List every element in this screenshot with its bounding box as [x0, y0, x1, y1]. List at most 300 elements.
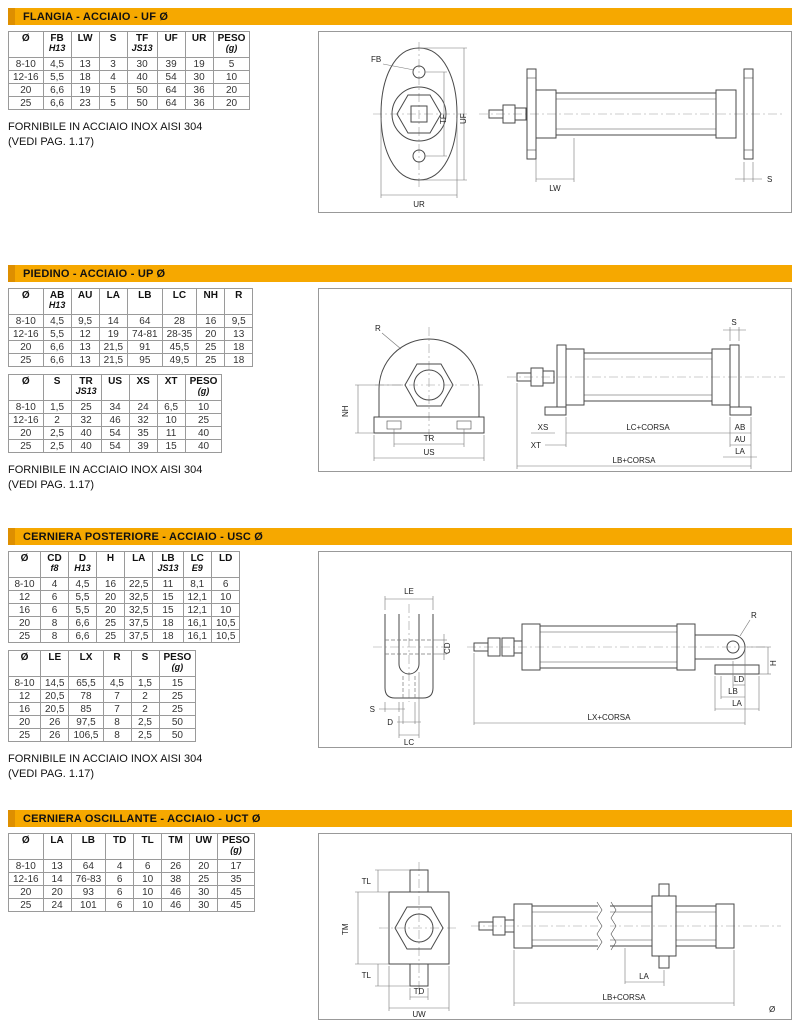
- column-header: LA: [125, 552, 153, 578]
- table-cell: 23: [71, 97, 99, 110]
- table-cell: 30: [185, 71, 213, 84]
- table-cell: 5: [99, 97, 127, 110]
- table-cell: 2,5: [43, 427, 71, 440]
- dim-label-uw: UW: [412, 1010, 426, 1019]
- cerniera-posteriore-technical-drawing: [319, 552, 791, 747]
- column-header: UR: [185, 32, 213, 58]
- column-header: LA: [43, 834, 71, 860]
- table-cell: 8-10: [9, 578, 41, 591]
- table-cell: 8: [41, 617, 69, 630]
- column-header: R: [103, 651, 131, 677]
- table-cell: 8: [103, 716, 131, 729]
- table-cell: 32,5: [125, 604, 153, 617]
- table-cell: 4,5: [69, 578, 97, 591]
- table-cell: 16: [9, 604, 41, 617]
- table-cell: 4: [41, 578, 69, 591]
- header-row: [9, 289, 253, 315]
- table-cell: 19: [185, 58, 213, 71]
- table-cell: 13: [71, 341, 99, 354]
- table-cell: 6: [211, 578, 239, 591]
- cerniera-oscillante-technical-drawing: [319, 834, 791, 1019]
- table-cell: 85: [69, 703, 103, 716]
- table-cell: 30: [127, 58, 157, 71]
- dim-label-lb-corsa: LB+CORSA: [602, 993, 646, 1002]
- dim-label-la: LA: [735, 447, 745, 456]
- table-cell: 93: [71, 886, 106, 899]
- table-cell: 10: [157, 414, 185, 427]
- column-header: PESO (g): [159, 651, 196, 677]
- dim-label-ur: UR: [413, 200, 425, 209]
- table-cell: 46: [162, 899, 190, 912]
- table-cell: 25: [159, 703, 196, 716]
- table-row: [9, 315, 253, 328]
- header-accent-notch: [8, 810, 15, 827]
- table-cell: 6: [106, 899, 134, 912]
- table-cell: 49,5: [162, 354, 197, 367]
- table-cell: 12-16: [9, 873, 44, 886]
- table-cell: 20: [197, 328, 225, 341]
- piedino-spec-table-1: [8, 288, 253, 367]
- piedino-spec-table-2: [8, 374, 222, 453]
- table-cell: 25: [9, 97, 44, 110]
- drawing-box-piedino: [318, 288, 792, 472]
- dim-label-lc: LC: [403, 738, 415, 747]
- table-cell: 12: [9, 690, 41, 703]
- table-cell: 16,1: [183, 617, 211, 630]
- table-cell: 18: [71, 71, 99, 84]
- table-cell: 6: [134, 860, 162, 873]
- dim-label-uf: UF: [459, 113, 468, 124]
- table-cell: 11: [157, 427, 185, 440]
- table-cell: 9,5: [225, 315, 253, 328]
- table-cell: 38: [162, 873, 190, 886]
- table-cell: 25: [9, 440, 44, 453]
- table-cell: 6,6: [43, 97, 71, 110]
- table-cell: 5,5: [69, 591, 97, 604]
- table-row: [9, 677, 196, 690]
- column-header: LX: [69, 651, 103, 677]
- table-cell: 35: [129, 427, 157, 440]
- table-row: [9, 97, 250, 110]
- dim-label-au: AU: [734, 435, 746, 444]
- table-cell: 28: [162, 315, 197, 328]
- table-row: [9, 84, 250, 97]
- column-header: TF JS13: [127, 32, 157, 58]
- table-cell: 10: [185, 401, 222, 414]
- dim-label-tf: TF: [439, 114, 448, 124]
- drawing-box-cerniera-posteriore: [318, 551, 792, 748]
- column-header: NH: [197, 289, 225, 315]
- section-title: CERNIERA POSTERIORE - ACCIAIO - USC Ø: [23, 530, 264, 543]
- table-cell: 64: [157, 84, 185, 97]
- table-cell: 32,5: [125, 591, 153, 604]
- table-cell: 35: [218, 873, 255, 886]
- column-header: LC E9: [183, 552, 211, 578]
- table-cell: 20: [190, 860, 218, 873]
- table-cell: 18: [153, 617, 183, 630]
- table-cell: 78: [69, 690, 103, 703]
- table-cell: 6: [106, 873, 134, 886]
- table-cell: 6,6: [43, 354, 71, 367]
- inox-note: [8, 463, 318, 493]
- table-row: [9, 703, 196, 716]
- table-cell: 8: [41, 630, 69, 643]
- column-header: PESO (g): [213, 32, 250, 58]
- table-cell: 32: [129, 414, 157, 427]
- column-header: D H13: [69, 552, 97, 578]
- table-cell: 45,5: [162, 341, 197, 354]
- header-accent-notch: [8, 8, 15, 25]
- table-cell: 4,5: [103, 677, 131, 690]
- table-row: [9, 617, 240, 630]
- table-cell: 8,1: [183, 578, 211, 591]
- table-row: [9, 341, 253, 354]
- table-cell: 12: [71, 328, 99, 341]
- table-cell: 3: [99, 58, 127, 71]
- table-cell: 54: [101, 427, 129, 440]
- section-flangia: [8, 8, 792, 213]
- dim-label-h: H: [769, 660, 778, 666]
- table-cell: 10: [211, 604, 239, 617]
- header-row: [9, 32, 250, 58]
- column-header: S: [131, 651, 159, 677]
- table-cell: 25: [185, 414, 222, 427]
- table-cell: 4: [99, 71, 127, 84]
- table-cell: 12: [9, 591, 41, 604]
- drawing-box-flangia: [318, 31, 792, 213]
- table-cell: 10: [211, 591, 239, 604]
- table-cell: 25: [71, 401, 101, 414]
- table-cell: 50: [159, 729, 196, 742]
- cerniera-posteriore-spec-table-2: [8, 650, 196, 742]
- piedino-technical-drawing: [319, 289, 791, 471]
- table-cell: 5,5: [43, 71, 71, 84]
- table-cell: 8: [103, 729, 131, 742]
- table-cell: 25: [97, 630, 125, 643]
- table-cell: 54: [101, 440, 129, 453]
- table-cell: 30: [190, 886, 218, 899]
- column-header: PESO (g): [218, 834, 255, 860]
- table-cell: 20: [9, 84, 44, 97]
- table-cell: 17: [218, 860, 255, 873]
- header-row: [9, 552, 240, 578]
- table-cell: 16,1: [183, 630, 211, 643]
- table-cell: 26: [41, 729, 69, 742]
- table-row: [9, 578, 240, 591]
- column-header: TR JS13: [71, 375, 101, 401]
- table-cell: 101: [71, 899, 106, 912]
- section-cerniera-posteriore: [8, 528, 792, 782]
- table-cell: 5: [99, 84, 127, 97]
- table-cell: 1,5: [43, 401, 71, 414]
- table-cell: 97,5: [69, 716, 103, 729]
- dim-label-tl-top: TL: [361, 877, 371, 886]
- table-cell: 18: [225, 354, 253, 367]
- dim-label-s: S: [369, 705, 375, 714]
- table-cell: 6: [41, 591, 69, 604]
- table-row: [9, 427, 222, 440]
- table-cell: 25: [97, 617, 125, 630]
- table-cell: 10,5: [211, 630, 239, 643]
- table-cell: 2: [131, 690, 159, 703]
- column-header: TM: [162, 834, 190, 860]
- table-cell: 8-10: [9, 677, 41, 690]
- note-line: (VEDI PAG. 1.17): [8, 135, 94, 148]
- table-cell: 6: [41, 604, 69, 617]
- cerniera-posteriore-spec-table-1: [8, 551, 240, 643]
- table-cell: 8-10: [9, 401, 44, 414]
- table-cell: 40: [185, 427, 222, 440]
- table-cell: 9,5: [71, 315, 99, 328]
- table-cell: 20: [9, 886, 44, 899]
- flangia-technical-drawing: [319, 32, 791, 212]
- header-row: [9, 375, 222, 401]
- table-row: [9, 71, 250, 84]
- inox-note: [8, 752, 318, 782]
- dim-label-lx-corsa: LX+CORSA: [587, 713, 631, 722]
- section-header-bar: [8, 528, 792, 545]
- dim-label-la: LA: [639, 972, 649, 981]
- table-cell: 20,5: [41, 703, 69, 716]
- note-line: FORNIBILE IN ACCIAIO INOX AISI 304: [8, 753, 203, 765]
- column-header: H: [97, 552, 125, 578]
- table-cell: 76-83: [71, 873, 106, 886]
- table-cell: 6,6: [69, 617, 97, 630]
- table-cell: 10,5: [211, 617, 239, 630]
- table-cell: 14: [43, 873, 71, 886]
- table-cell: 25: [9, 630, 41, 643]
- dim-label-s: S: [731, 318, 737, 327]
- dim-label-r: R: [751, 611, 757, 620]
- inox-note: [8, 120, 318, 150]
- table-cell: 30: [190, 899, 218, 912]
- table-cell: 5,5: [69, 604, 97, 617]
- section-title: FLANGIA - ACCIAIO - UF Ø: [23, 10, 169, 23]
- column-header: Ø: [9, 651, 41, 677]
- table-cell: 36: [185, 84, 213, 97]
- table-cell: 13: [71, 354, 99, 367]
- dim-label-cd: CD: [443, 642, 452, 654]
- table-cell: 50: [159, 716, 196, 729]
- dim-label-nh: NH: [341, 405, 350, 417]
- note-line: (VEDI PAG. 1.17): [8, 767, 94, 780]
- table-cell: 12-16: [9, 414, 44, 427]
- table-row: [9, 440, 222, 453]
- column-header: AB H13: [43, 289, 71, 315]
- table-cell: 16: [197, 315, 225, 328]
- table-cell: 45: [218, 899, 255, 912]
- table-cell: 24: [43, 899, 71, 912]
- table-cell: 2,5: [43, 440, 71, 453]
- table-row: [9, 716, 196, 729]
- table-cell: 22,5: [125, 578, 153, 591]
- table-cell: 4,5: [43, 315, 71, 328]
- header-row: [9, 834, 255, 860]
- header-row: [9, 651, 196, 677]
- dim-label-s: S: [767, 175, 773, 184]
- table-cell: 37,5: [125, 617, 153, 630]
- table-cell: 12-16: [9, 328, 44, 341]
- table-cell: 91: [128, 341, 163, 354]
- table-cell: 24: [129, 401, 157, 414]
- table-cell: 46: [162, 886, 190, 899]
- column-header: PESO (g): [185, 375, 222, 401]
- cerniera-oscillante-spec-table: [8, 833, 255, 912]
- table-cell: 20: [97, 604, 125, 617]
- column-header: LW: [71, 32, 99, 58]
- column-header: CD f8: [41, 552, 69, 578]
- table-cell: 2,5: [131, 716, 159, 729]
- table-cell: 19: [71, 84, 99, 97]
- header-accent-notch: [8, 528, 15, 545]
- table-cell: 106,5: [69, 729, 103, 742]
- dim-label-d: D: [387, 718, 393, 727]
- section-cerniera-oscillante: [8, 810, 792, 1020]
- table-cell: 95: [128, 354, 163, 367]
- column-header: LC: [162, 289, 197, 315]
- table-cell: 39: [129, 440, 157, 453]
- column-header: UF: [157, 32, 185, 58]
- table-cell: 6,6: [43, 84, 71, 97]
- table-row: [9, 58, 250, 71]
- table-cell: 34: [101, 401, 129, 414]
- dim-label-ld: LD: [733, 675, 745, 684]
- table-row: [9, 899, 255, 912]
- table-cell: 7: [103, 703, 131, 716]
- dim-label-la: LA: [732, 699, 742, 708]
- column-header: TD: [106, 834, 134, 860]
- dim-label-lb: LB: [728, 687, 738, 696]
- table-cell: 11: [153, 578, 183, 591]
- table-row: [9, 401, 222, 414]
- table-cell: 20: [9, 341, 44, 354]
- dim-label-lc-corsa: LC+CORSA: [626, 423, 670, 432]
- column-header: FB H13: [43, 32, 71, 58]
- table-cell: 12,1: [183, 604, 211, 617]
- table-cell: 16: [9, 703, 41, 716]
- table-cell: 14,5: [41, 677, 69, 690]
- column-header: LA: [99, 289, 127, 315]
- dim-label-td: TD: [413, 987, 425, 996]
- table-cell: 1,5: [131, 677, 159, 690]
- column-header: Ø: [9, 375, 44, 401]
- table-cell: 20: [9, 617, 41, 630]
- table-cell: 20: [213, 97, 250, 110]
- table-cell: 13: [71, 58, 99, 71]
- table-cell: 40: [185, 440, 222, 453]
- dim-label-tl-bottom: TL: [361, 971, 371, 980]
- column-header: UW: [190, 834, 218, 860]
- section-title: CERNIERA OSCILLANTE - ACCIAIO - UCT Ø: [23, 812, 261, 825]
- table-cell: 20: [97, 591, 125, 604]
- column-header: TL: [134, 834, 162, 860]
- table-cell: 20: [213, 84, 250, 97]
- column-header: LD: [211, 552, 239, 578]
- table-cell: 13: [225, 328, 253, 341]
- dim-label-le: LE: [404, 587, 414, 596]
- section-piedino: [8, 265, 792, 493]
- column-header: Ø: [9, 289, 44, 315]
- table-cell: 21,5: [99, 341, 127, 354]
- table-row: [9, 591, 240, 604]
- table-cell: 20: [43, 886, 71, 899]
- table-cell: 20,5: [41, 690, 69, 703]
- dim-label-diameter: Ø: [769, 1005, 776, 1014]
- table-cell: 40: [127, 71, 157, 84]
- table-row: [9, 354, 253, 367]
- table-cell: 7: [103, 690, 131, 703]
- table-cell: 15: [153, 591, 183, 604]
- section-header-bar: [8, 810, 792, 827]
- dim-label-tr: TR: [423, 434, 435, 443]
- table-cell: 54: [157, 71, 185, 84]
- section-header-bar: [8, 265, 792, 282]
- table-cell: 15: [157, 440, 185, 453]
- table-cell: 25: [159, 690, 196, 703]
- column-header: S: [43, 375, 71, 401]
- table-row: [9, 873, 255, 886]
- table-cell: 25: [9, 899, 44, 912]
- dim-label-ab: AB: [734, 423, 746, 432]
- table-cell: 12-16: [9, 71, 44, 84]
- dim-label-xs: XS: [537, 423, 549, 432]
- table-cell: 8-10: [9, 58, 44, 71]
- table-cell: 46: [101, 414, 129, 427]
- dim-label-fb: FB: [371, 55, 382, 64]
- note-line: FORNIBILE IN ACCIAIO INOX AISI 304: [8, 121, 203, 133]
- table-cell: 10: [134, 899, 162, 912]
- table-row: [9, 860, 255, 873]
- table-cell: 14: [99, 315, 127, 328]
- table-row: [9, 328, 253, 341]
- table-row: [9, 414, 222, 427]
- table-cell: 5: [213, 58, 250, 71]
- table-cell: 25: [197, 354, 225, 367]
- table-cell: 2: [43, 414, 71, 427]
- table-cell: 5,5: [43, 328, 71, 341]
- table-cell: 2,5: [131, 729, 159, 742]
- table-cell: 40: [71, 440, 101, 453]
- note-line: FORNIBILE IN ACCIAIO INOX AISI 304: [8, 464, 203, 476]
- table-cell: 8-10: [9, 315, 44, 328]
- table-cell: 40: [71, 427, 101, 440]
- table-cell: 28-35: [162, 328, 197, 341]
- table-cell: 25: [190, 873, 218, 886]
- table-cell: 65,5: [69, 677, 103, 690]
- table-cell: 10: [134, 873, 162, 886]
- table-cell: 64: [128, 315, 163, 328]
- table-cell: 4: [106, 860, 134, 873]
- table-cell: 12,1: [183, 591, 211, 604]
- column-header: LB JS13: [153, 552, 183, 578]
- column-header: LE: [41, 651, 69, 677]
- table-cell: 10: [213, 71, 250, 84]
- column-header: R: [225, 289, 253, 315]
- table-cell: 50: [127, 97, 157, 110]
- table-cell: 4,5: [43, 58, 71, 71]
- column-header: Ø: [9, 32, 44, 58]
- table-cell: 18: [153, 630, 183, 643]
- dim-label-xt: XT: [530, 441, 541, 450]
- table-cell: 15: [159, 677, 196, 690]
- table-row: [9, 630, 240, 643]
- table-cell: 6,5: [157, 401, 185, 414]
- section-header-bar: [8, 8, 792, 25]
- note-line: (VEDI PAG. 1.17): [8, 478, 94, 491]
- table-cell: 64: [157, 97, 185, 110]
- table-cell: 21,5: [99, 354, 127, 367]
- table-row: [9, 604, 240, 617]
